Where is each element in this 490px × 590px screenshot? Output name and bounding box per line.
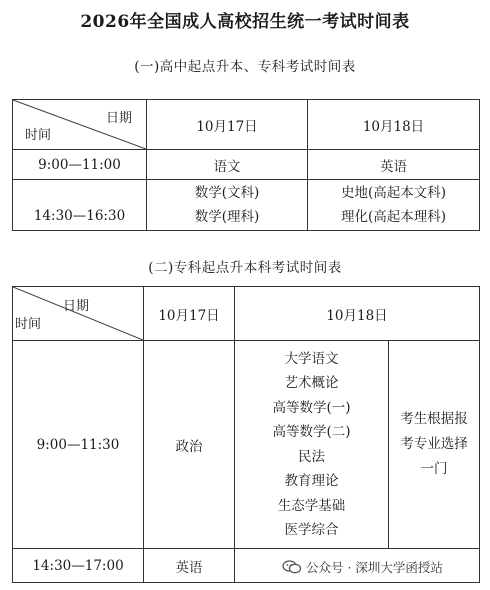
date-label: 日期 <box>105 111 132 126</box>
time-cell: 9:00—11:30 <box>13 341 144 549</box>
table-row <box>13 150 480 180</box>
subject-cell: 英语 <box>308 150 480 180</box>
note-text: 一门 <box>420 461 448 477</box>
subject-text: 生态学基础 <box>277 497 346 514</box>
subject-text: 史地(高起本文科) <box>340 185 447 201</box>
subject-text: 艺术概论 <box>284 375 339 391</box>
exam-table-2 <box>12 286 480 583</box>
subject-cell: 语文 <box>147 150 308 180</box>
subject-text: 高等数学(一) <box>272 399 351 416</box>
subject-list-cell <box>235 341 389 549</box>
subject-text: 数学(文科) <box>194 185 260 201</box>
table-row <box>13 341 480 549</box>
section2-heading: (二)专科起点升本科考试时间表 <box>148 260 342 276</box>
header-corner-cell <box>13 287 144 341</box>
table-header-row <box>13 100 480 150</box>
time-label: 时间 <box>25 128 52 143</box>
day1-header: 10月17日 <box>147 100 308 150</box>
selection-note-cell <box>389 341 480 549</box>
day2-header: 10月18日 <box>235 287 480 341</box>
subject-cell: 政治 <box>144 341 235 549</box>
subject-cell <box>308 180 480 231</box>
note-text: 考生根据报 <box>400 411 468 427</box>
time-label: 时间 <box>15 317 42 332</box>
subject-text: 医学综合 <box>284 522 339 538</box>
time-cell: 14:30—16:30 <box>13 180 147 231</box>
day1-header: 10月17日 <box>144 287 235 341</box>
page-title: 2026年全国成人高校招生统一考试时间表 <box>80 12 410 32</box>
watermark <box>282 556 443 578</box>
watermark-text: 公众号 · 深圳大学函授站 <box>306 560 443 575</box>
subject-text: 理化(高起本理科) <box>340 209 447 225</box>
subject-text: 数学(理科) <box>194 209 260 225</box>
table-header-row <box>13 287 480 341</box>
subject-text: 民法 <box>298 448 325 465</box>
exam-table-1 <box>12 99 480 231</box>
note-text: 考专业选择 <box>400 436 468 452</box>
table-row <box>13 180 480 231</box>
subject-text: 教育理论 <box>284 473 339 489</box>
subject-cell: 英语 <box>144 549 235 583</box>
subject-text: 高等数学(二) <box>272 424 351 440</box>
subject-cell <box>147 180 308 231</box>
date-label: 日期 <box>63 299 90 314</box>
header-corner-cell <box>13 100 147 150</box>
time-cell: 9:00—11:00 <box>13 150 147 180</box>
section1-heading: (一)高中起点升本、专科考试时间表 <box>134 59 356 75</box>
time-cell: 14:30—17:00 <box>13 549 144 583</box>
subject-text: 大学语文 <box>284 350 339 367</box>
day2-header: 10月18日 <box>308 100 480 150</box>
wechat-icon <box>282 560 302 574</box>
